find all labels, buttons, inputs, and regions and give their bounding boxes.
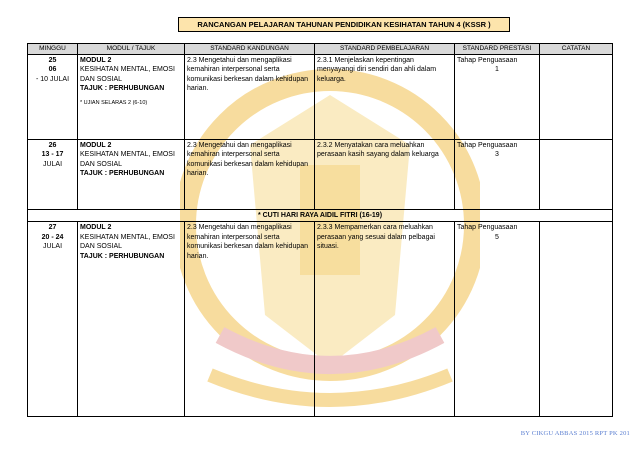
catatan-cell	[540, 222, 613, 417]
module-title: KESIHATAN MENTAL, EMOSI DAN SOSIAL	[80, 151, 175, 168]
header-standard-kandungan: STANDARD KANDUNGAN	[185, 44, 315, 55]
header-standard-prestasi: STANDARD PRESTASI	[455, 44, 540, 55]
footer-credit: BY CIKGU ABBAS 2015 RPT PK 201	[520, 430, 630, 437]
holiday-row	[28, 210, 613, 222]
table-row	[28, 222, 613, 417]
header-modul-tajuk: MODUL / TAJUK	[78, 44, 185, 55]
week-number: 25	[48, 57, 57, 64]
module-name: MODUL 2	[80, 57, 112, 64]
standard-kandungan-cell: 2.3 Mengetahui dan mengaplikasi kemahiran interpersonal serta komunikasi berkesan dalam kehidupan harian.	[185, 222, 315, 417]
module-title: KESIHATAN MENTAL, EMOSI DAN SOSIAL	[80, 233, 175, 251]
topic: TAJUK : PERHUBUNGAN	[80, 252, 165, 260]
header-minggu: MINGGU	[28, 44, 78, 55]
prestasi-level: 1	[495, 66, 499, 74]
standard-pembelajaran-cell: 2.3.2 Menyatakan cara meluahkan perasaan kasih sayang dalam keluarga	[315, 140, 455, 210]
header-standard-pembelajaran: STANDARD PEMBELAJARAN	[315, 44, 455, 55]
lesson-plan-table	[27, 43, 613, 417]
exam-note: * UJIAN SELARAS 2 (6-10)	[80, 99, 148, 106]
week-month: JULAI	[42, 160, 63, 168]
standard-prestasi-cell	[455, 55, 540, 140]
module-name: MODUL 2	[80, 224, 112, 232]
table-row	[28, 140, 613, 210]
holiday-label: * CUTI HARI RAYA AIDIL FITRI (16-19)	[28, 210, 613, 222]
week-dates: 06	[48, 66, 57, 74]
module-cell	[78, 55, 185, 140]
week-cell	[28, 222, 78, 417]
module-cell	[78, 222, 185, 417]
page-title: RANCANGAN PELAJARAN TAHUNAN PENDIDIKAN KESIHATAN TAHUN 4 (KSSR )	[178, 17, 510, 32]
prestasi-level: 5	[495, 233, 499, 241]
table-row	[28, 55, 613, 140]
week-cell	[28, 55, 78, 140]
topic: TAJUK : PERHUBUNGAN	[80, 85, 165, 93]
topic: TAJUK : PERHUBUNGAN	[80, 170, 165, 178]
module-name: MODUL 2	[80, 142, 112, 149]
standard-prestasi-cell	[455, 140, 540, 210]
catatan-cell	[540, 140, 613, 210]
week-month: - 10 JULAI	[35, 75, 70, 83]
week-number: 27	[48, 224, 57, 232]
module-title: KESIHATAN MENTAL, EMOSI DAN SOSIAL	[80, 66, 175, 83]
catatan-cell	[540, 55, 613, 140]
table-header-row	[28, 44, 613, 55]
header-catatan: CATATAN	[540, 44, 613, 55]
prestasi-label: Tahap Penguasaan	[457, 142, 518, 149]
module-cell	[78, 140, 185, 210]
standard-prestasi-cell	[455, 222, 540, 417]
standard-kandungan-cell: 2.3 Mengetahui dan mengaplikasi kemahiran interpersonal serta komunikasi berkesan dalam kehidupan harian.	[185, 140, 315, 210]
standard-kandungan-cell: 2.3 Mengetahui dan mengaplikasi kemahiran interpersonal serta komunikasi berkesan dalam kehidupan harian.	[185, 55, 315, 140]
standard-pembelajaran-cell: 2.3.1 Menjelaskan kepentingan menyayangi diri sendiri dan ahli dalam keluarga.	[315, 55, 455, 140]
prestasi-level: 3	[495, 151, 499, 159]
prestasi-label: Tahap Penguasaan	[457, 57, 518, 64]
week-dates: 13 - 17	[41, 151, 64, 159]
week-cell	[28, 140, 78, 210]
week-dates: 20 - 24	[41, 233, 64, 241]
prestasi-label: Tahap Penguasaan	[457, 224, 518, 232]
week-month: JULAI	[42, 243, 63, 251]
week-number: 26	[48, 142, 57, 149]
standard-pembelajaran-cell: 2.3.3 Mempamerkan cara meluahkan perasaan yang sesuai dalam pelbagai situasi.	[315, 222, 455, 417]
